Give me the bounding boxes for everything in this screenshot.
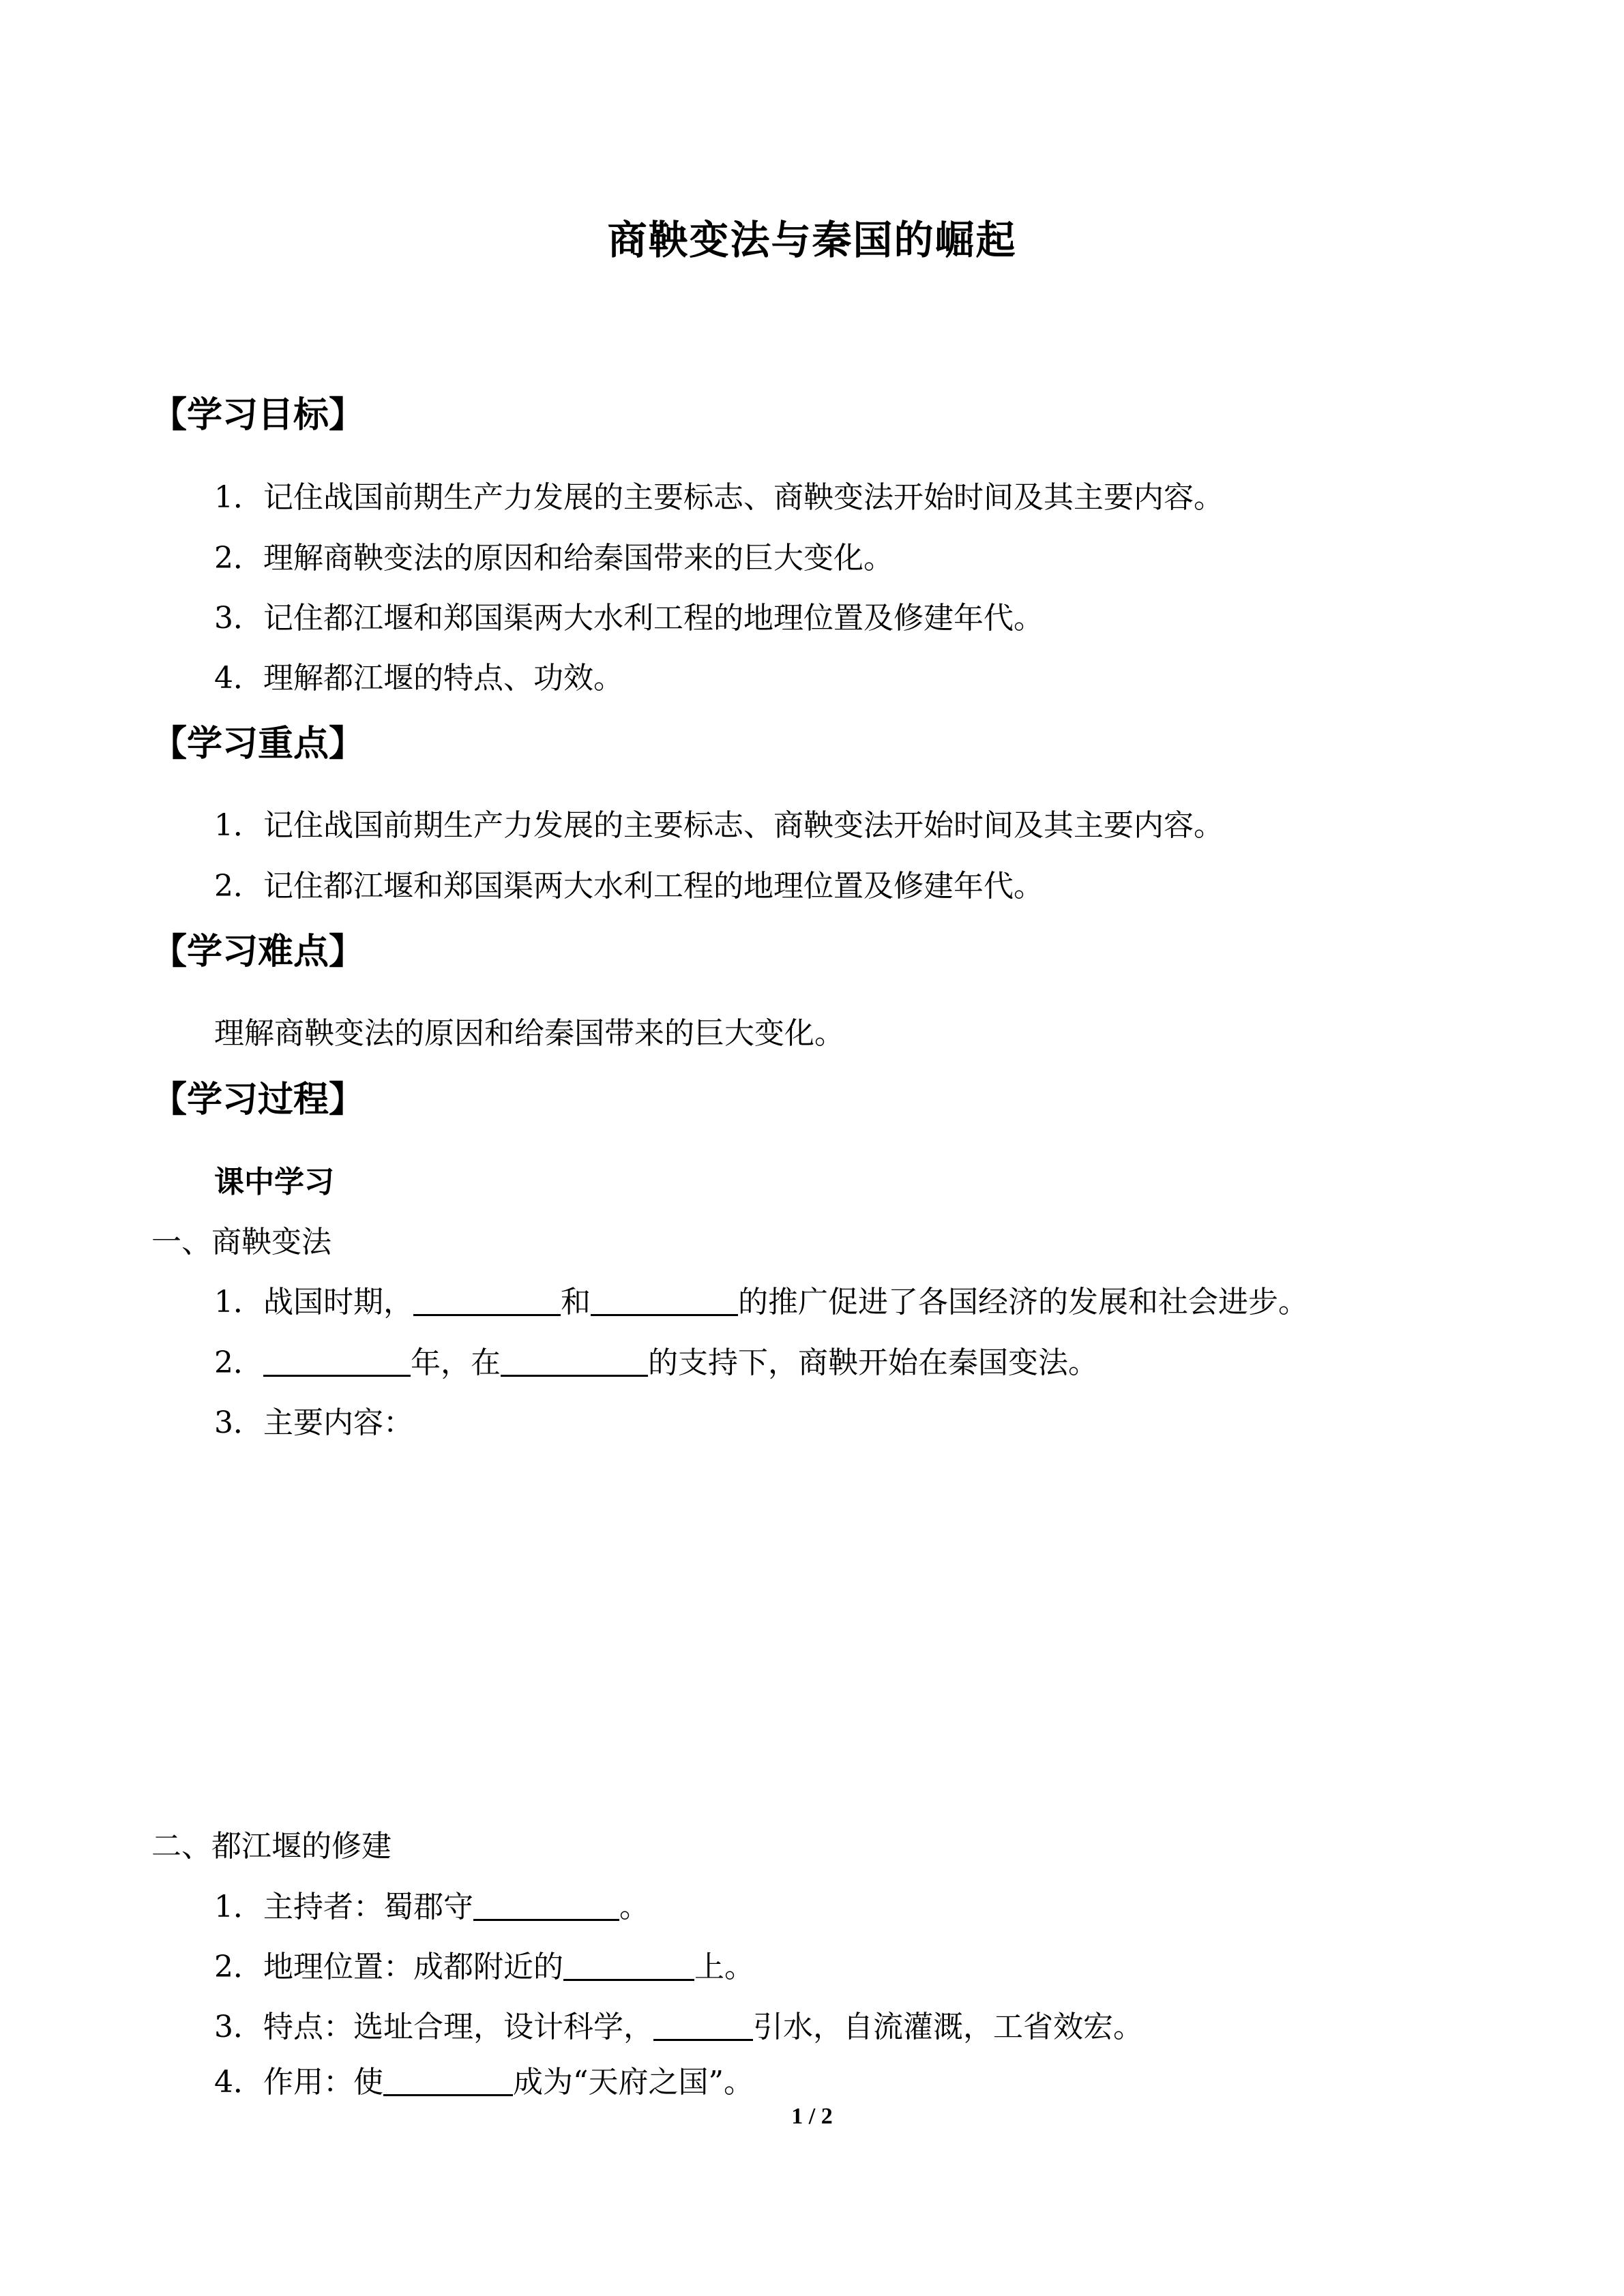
objective-item-2: 2．理解商鞅变法的原因和给秦国带来的巨大变化。: [214, 541, 894, 576]
part1-title: 一、商鞅变法: [151, 1225, 331, 1259]
part2-q3-text-b: 引水，自流灌溉，工省效宏。: [753, 2010, 1143, 2044]
key-points-heading: 【学习重点】: [151, 724, 365, 764]
fill-blank[interactable]: [563, 1949, 694, 1981]
part1-q2-text-a: 2．: [214, 1345, 263, 1380]
part2-q4-text-a: 4．作用：使: [214, 2065, 383, 2100]
part2-q2-text-a: 2．地理位置：成都附近的: [214, 1950, 563, 1984]
page-number: 1 / 2: [791, 2104, 833, 2129]
fill-blank[interactable]: [413, 1284, 561, 1316]
part2-title: 二、都江堰的修建: [151, 1829, 392, 1864]
process-subheading: 课中学习: [214, 1165, 334, 1199]
objectives-heading: 【学习目标】: [151, 395, 365, 436]
part1-q2-text-c: 的支持下，商鞅开始在秦国变法。: [648, 1345, 1098, 1380]
part1-question-1: [214, 1282, 1308, 1323]
key-point-item-2: 2．记住都江堰和郑国渠两大水利工程的地理位置及修建年代。: [214, 869, 1044, 904]
part1-q1-text-b: 和: [561, 1285, 591, 1320]
difficulties-heading: 【学习难点】: [151, 931, 365, 972]
part2-q2-text-b: 上。: [694, 1950, 754, 1984]
fill-blank[interactable]: [263, 1345, 411, 1377]
part2-q1-text-a: 1．主持者：蜀郡守: [214, 1890, 473, 1924]
fill-blank[interactable]: [591, 1284, 738, 1316]
part2-question-2: [214, 1947, 754, 1988]
difficulty-text: 理解商鞅变法的原因和给秦国带来的巨大变化。: [214, 1016, 844, 1051]
fill-blank[interactable]: [653, 2009, 753, 2041]
part2-q1-text-b: 。: [619, 1890, 649, 1924]
part2-question-4: [214, 2062, 754, 2103]
process-heading: 【学习过程】: [151, 1079, 365, 1120]
key-point-item-1: 1．记住战国前期生产力发展的主要标志、商鞅变法开始时间及其主要内容。: [214, 808, 1224, 843]
page-title: 商鞅变法与秦国的崛起: [607, 217, 1017, 263]
fill-blank[interactable]: [383, 2064, 513, 2096]
part1-q1-text-a: 1．战国时期，: [214, 1285, 413, 1320]
part2-q4-text-b: 成为“天府之国”。: [513, 2065, 754, 2100]
objective-item-4: 4．理解都江堰的特点、功效。: [214, 661, 623, 696]
part1-q2-text-b: 年，在: [411, 1345, 501, 1380]
part1-question-2: [214, 1343, 1098, 1384]
objective-item-1: 1．记住战国前期生产力发展的主要标志、商鞅变法开始时间及其主要内容。: [214, 480, 1224, 515]
part1-question-3: 3．主要内容：: [214, 1405, 413, 1440]
part1-q1-text-c: 的推广促进了各国经济的发展和社会进步。: [738, 1285, 1308, 1320]
part2-q3-text-a: 3．特点：选址合理，设计科学，: [214, 2010, 653, 2044]
fill-blank[interactable]: [501, 1345, 648, 1377]
fill-blank[interactable]: [473, 1889, 619, 1921]
objective-item-3: 3．记住都江堰和郑国渠两大水利工程的地理位置及修建年代。: [214, 601, 1044, 636]
part2-question-3: [214, 2007, 1143, 2048]
part2-question-1: [214, 1887, 649, 1928]
